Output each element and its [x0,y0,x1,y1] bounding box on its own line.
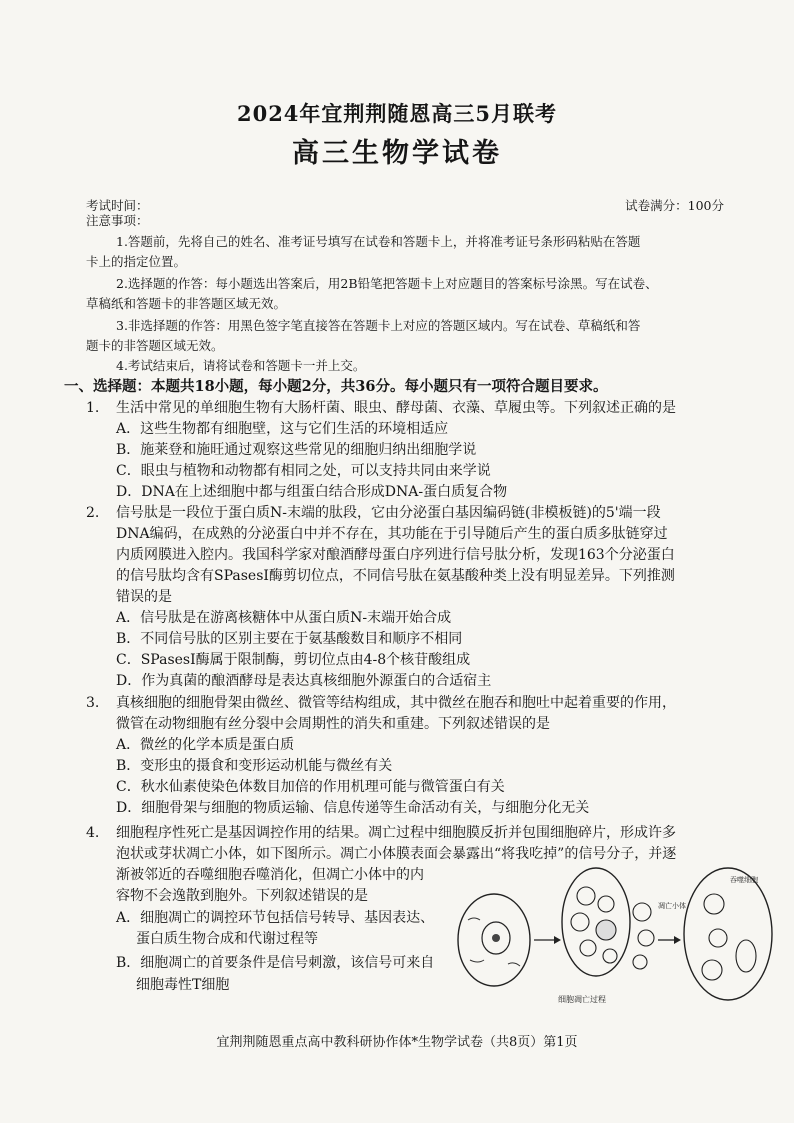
q1-option-b: B．施莱登和施旺通过观察这些常见的细胞归纳出细胞学说 [116,442,477,458]
exam-title: 2024年宜荆荆随恩高三5月联考 [236,101,558,126]
bleb [596,920,616,940]
note-line-2: 卡上的指定位置。 [86,254,187,269]
question-number: 4. [86,825,100,841]
question-number: 1. [86,400,100,416]
bleb [577,887,595,905]
apoptotic-cell-outline [562,868,630,976]
note-line-3: 2.选择题的作答：每小题选出答案后，用2B铅笔把答题卡上对应题目的答案标号涂黑。写在试卷、 [116,276,658,291]
q1-option-d: D．DNA在上述细胞中都与组蛋白结合形成DNA-蛋白质复合物 [116,484,508,500]
exam-time-label: 考试时间： [86,198,149,213]
question-number: 2. [86,505,100,521]
note-line-1: 1.答题前，先将自己的姓名、准考证号填写在试卷和答题卡上，并将准考证号条形码粘贴在答题 [116,234,641,249]
phagocyte-nucleus [736,940,756,972]
q3-option-d: D．细胞骨架与细胞的物质运输、信息传递等生命活动有关，与细胞分化无关 [116,800,590,816]
q4-option-b-cont: 细胞毒性T细胞 [136,977,230,993]
q4-option-a: A．细胞凋亡的调控环节包括信号转导、基因表达、 [116,910,435,926]
note-line-6: 题卡的非答题区域无效。 [86,338,224,353]
q4-stem-line-4: 容物不会逸散到胞外。下列叙述错误的是 [116,888,368,904]
apoptosis-figure [446,860,778,1008]
page-footer: 宜荆荆随恩重点高中教科研协作体*生物学试卷（共8页）第1页 [216,1035,578,1050]
apoptotic-body [633,955,647,969]
q3-option-c: C．秋水仙素使染色体数目加倍的作用机理可能与微管蛋白有关 [116,779,505,795]
q2-option-d: D．作为真菌的酿酒酵母是表达真核细胞外源蛋白的合适宿主 [116,673,492,689]
apoptotic-body [638,930,654,946]
organelle-lines [468,918,520,966]
question-number: 3. [86,695,100,711]
arrow-head [674,936,681,944]
q2-option-c: C．SPasesI酶属于限制酶，剪切位点由4-8个核苷酸组成 [116,652,471,668]
section-one-heading: 一、选择题：本题共18小题，每小题2分，共36分。每小题只有一项符合题目要求。 [64,378,608,395]
paper-title: 高三生物学试卷 [292,138,502,169]
apoptosis-diagram [446,860,778,1008]
q3-option-b: B．变形虫的摄食和变形运动机能与微丝有关 [116,758,393,774]
question-2 [86,506,661,520]
engulfed-body [704,894,724,914]
question-1 [86,401,676,415]
q4-option-b: B．细胞凋亡的首要条件是信号刺激，该信号可来自 [116,955,435,971]
q4-option-a-cont: 蛋白质生物合成和代谢过程等 [136,931,318,947]
phagocyte-outline [684,868,772,1000]
question-3 [86,696,676,710]
q2-stem-line-2: DNA编码，在成熟的分泌蛋白中并不存在，其功能在于引导随后产生的蛋白质多肽链穿过 [116,526,668,542]
question-stem: 真核细胞的细胞骨架由微丝、微管等结构组成，其中微丝在胞吞和胞吐中起着重要的作用， [116,695,676,711]
bleb [598,896,614,912]
note-line-7: 4.考试结束后，请将试卷和答题卡一并上交。 [116,358,366,373]
engulfed-body [709,929,727,947]
full-score-label: 试卷满分：100分 [625,198,724,213]
question-4 [86,826,676,840]
q1-option-c: C．眼虫与植物和动物都有相同之处，可以支持共同由来学说 [116,463,491,479]
note-line-5: 3.非选择题的作答：用黑色签字笔直接答在答题卡上对应的答题区域内。写在试卷、草稿纸和答 [116,318,641,333]
q2-option-a: A．信号肽是在游离核糖体中从蛋白质N-末端开始合成 [116,610,452,626]
note-line-4: 草稿纸和答题卡的非答题区域无效。 [86,296,287,311]
phagocyte-label: 吞噬细胞 [730,876,758,884]
q3-option-a: A．微丝的化学本质是蛋白质 [116,737,295,753]
q4-stem-line-2: 泡状或芽状凋亡小体，如下图所示。凋亡小体膜表面会暴露出“将我吃掉”的信号分子，并逐 [116,846,677,862]
q2-stem-line-5: 错误的是 [116,589,172,605]
nucleolus-dot [492,934,500,942]
figure-caption: 细胞凋亡过程 [558,995,606,1004]
notes-title: 注意事项： [86,213,149,228]
q2-stem-line-4: 的信号肽均含有SPasesI酶剪切位点，不同信号肽在氨基酸种类上没有明显差异。下列推测 [116,568,675,584]
bleb [571,913,589,931]
apoptotic-body [633,903,651,921]
arrow-head [554,936,561,944]
q2-stem-line-3: 内质网膜进入腔内。我国科学家对酿酒酵母蛋白序列进行信号肽分析，发现163个分泌蛋白 [116,547,675,563]
bleb [580,940,596,956]
q1-option-a: A．这些生物都有细胞壁，这与它们生活的环境相适应 [116,421,449,437]
q3-stem-line-2: 微管在动物细胞有丝分裂中会周期性的消失和重建。下列叙述错误的是 [116,716,550,732]
engulfed-body [702,960,722,980]
bleb [603,949,617,963]
apoptotic-body-label: 凋亡小体 [658,902,686,910]
q2-option-b: B．不同信号肽的区别主要在于氨基酸数目和顺序不相同 [116,631,463,647]
question-stem: 细胞程序性死亡是基因调控作用的结果。凋亡过程中细胞膜反折并包围细胞碎片，形成许多 [116,825,676,841]
q4-stem-line-3: 渐被邻近的吞噬细胞吞噬消化，但凋亡小体中的内 [116,867,424,883]
question-stem: 生活中常见的单细胞生物有大肠杆菌、眼虫、酵母菌、衣藻、草履虫等。下列叙述正确的是 [116,400,676,416]
question-stem: 信号肽是一段位于蛋白质N-末端的肽段，它由分泌蛋白基因编码链(非模板链)的5'端一段 [116,505,661,521]
